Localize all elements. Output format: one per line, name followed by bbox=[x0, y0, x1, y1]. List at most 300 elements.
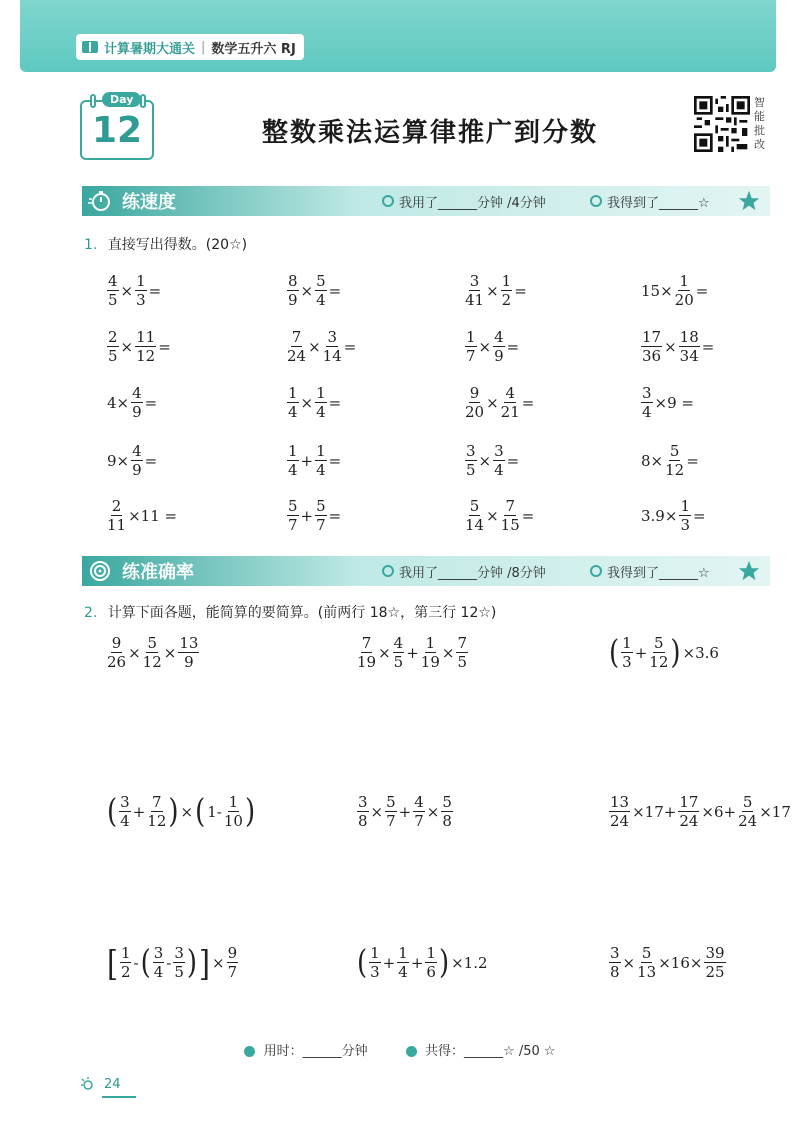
target-icon bbox=[88, 559, 112, 583]
q1-exercise-7 bbox=[464, 330, 520, 364]
numerator: 1 bbox=[398, 944, 408, 962]
clock-icon bbox=[244, 1046, 255, 1057]
fraction bbox=[227, 946, 239, 980]
fraction bbox=[107, 330, 119, 364]
denominator: 13 bbox=[637, 963, 657, 981]
question-2 bbox=[84, 602, 496, 622]
operator: × bbox=[120, 282, 134, 300]
operator: = bbox=[514, 282, 527, 300]
operator: = bbox=[158, 338, 171, 356]
denominator: 8 bbox=[442, 812, 452, 830]
denominator: 19 bbox=[420, 653, 440, 671]
operator: 9× bbox=[107, 452, 130, 470]
section-accuracy-time bbox=[382, 562, 546, 581]
q1-exercise-11 bbox=[464, 386, 535, 420]
numerator: 3 bbox=[358, 793, 368, 811]
section-speed-bar bbox=[82, 186, 770, 216]
numerator: 7 bbox=[152, 793, 162, 811]
timer-icon bbox=[382, 195, 394, 207]
q1-exercise-17 bbox=[106, 499, 178, 533]
operator: ×3.6 bbox=[682, 644, 719, 662]
denominator: 4 bbox=[316, 403, 326, 421]
fraction bbox=[679, 499, 691, 533]
numerator: 5 bbox=[288, 497, 298, 515]
numerator: 17 bbox=[642, 328, 662, 346]
q1-exercise-9 bbox=[106, 386, 158, 420]
question-1-text: 直接写出得数。(20☆) bbox=[107, 237, 248, 253]
numerator: 4 bbox=[505, 384, 515, 402]
check-circle-icon bbox=[590, 195, 602, 207]
denominator: 5 bbox=[393, 653, 404, 671]
operator: ×11 = bbox=[128, 507, 178, 525]
timer-icon bbox=[382, 565, 394, 577]
parenthesis: ( bbox=[140, 944, 151, 982]
denominator: 12 bbox=[142, 653, 162, 671]
denominator: 4 bbox=[153, 963, 164, 981]
denominator: 7 bbox=[316, 516, 326, 534]
operator: × bbox=[128, 644, 141, 662]
fraction bbox=[421, 636, 440, 670]
numerator: 1 bbox=[316, 384, 326, 402]
qr-code-icon[interactable] bbox=[694, 96, 750, 152]
section-accuracy-bar bbox=[82, 556, 770, 586]
denominator: 9 bbox=[132, 461, 142, 479]
operator: × bbox=[622, 954, 636, 972]
fraction bbox=[501, 386, 520, 420]
q1-exercise-13 bbox=[106, 444, 158, 478]
operator: = bbox=[692, 507, 706, 525]
operator: + bbox=[398, 803, 412, 821]
operator: + bbox=[132, 803, 146, 821]
fraction bbox=[315, 499, 327, 533]
fraction bbox=[621, 636, 633, 670]
q2-exercise-9 bbox=[608, 946, 727, 980]
fraction bbox=[357, 795, 369, 829]
parenthesis: ( bbox=[357, 944, 368, 982]
denominator: 4 bbox=[494, 461, 504, 479]
operator: = bbox=[521, 394, 535, 412]
q1-exercise-15 bbox=[464, 444, 520, 478]
section-accuracy-time-label: 我用了______分钟 /8分钟 bbox=[399, 565, 546, 581]
operator: × bbox=[478, 338, 492, 356]
parenthesis: ) bbox=[244, 793, 256, 831]
numerator: 13 bbox=[610, 793, 630, 811]
numerator: 1 bbox=[466, 328, 476, 346]
fraction bbox=[641, 330, 662, 364]
fraction bbox=[107, 499, 126, 533]
operator: × bbox=[426, 803, 440, 821]
q2-exercise-2 bbox=[356, 636, 469, 670]
operator: ×17 bbox=[759, 803, 791, 821]
numerator: 1 bbox=[501, 272, 512, 290]
operator: × bbox=[300, 282, 314, 300]
numerator: 7 bbox=[457, 634, 468, 652]
fraction bbox=[425, 946, 437, 980]
day-label: Day bbox=[102, 92, 141, 107]
numerator: 1 bbox=[680, 497, 690, 515]
fraction bbox=[173, 946, 185, 980]
question-2-text: 计算下面各题，能简算的要简算。(前两行 18☆，第三行 12☆) bbox=[107, 605, 497, 621]
numerator: 7 bbox=[505, 497, 515, 515]
numerator: 1 bbox=[288, 442, 298, 460]
header-subject: 数学五升六 RJ bbox=[211, 41, 296, 57]
operator: + bbox=[382, 954, 396, 972]
numerator: 4 bbox=[393, 634, 404, 652]
operator: = bbox=[328, 282, 342, 300]
parenthesis: ) bbox=[438, 944, 450, 982]
denominator: 4 bbox=[288, 461, 298, 479]
denominator: 3 bbox=[370, 963, 380, 981]
operator: 1- bbox=[207, 803, 222, 821]
footer-time-label: 用时：______分钟 bbox=[263, 1044, 368, 1059]
fraction bbox=[649, 636, 668, 670]
operator: × bbox=[180, 803, 194, 821]
q2-exercise-3 bbox=[608, 636, 720, 670]
numerator: 17 bbox=[679, 793, 699, 811]
numerator: 2 bbox=[111, 497, 122, 515]
parenthesis: ) bbox=[168, 793, 179, 831]
fraction bbox=[357, 636, 376, 670]
denominator: 36 bbox=[642, 347, 662, 365]
star-icon bbox=[738, 190, 760, 212]
numerator: 9 bbox=[111, 634, 122, 652]
operator: × bbox=[120, 338, 134, 356]
operator: = bbox=[343, 338, 357, 356]
section-accuracy-title: 练准确率 bbox=[122, 562, 194, 583]
fraction bbox=[465, 444, 477, 478]
denominator: 24 bbox=[738, 812, 758, 830]
fraction bbox=[135, 274, 147, 308]
denominator: 26 bbox=[107, 653, 127, 671]
denominator: 5 bbox=[108, 347, 118, 365]
operator: = bbox=[521, 507, 535, 525]
fraction bbox=[131, 386, 143, 420]
denominator: 4 bbox=[120, 812, 130, 830]
fraction bbox=[135, 330, 156, 364]
fraction bbox=[609, 795, 630, 829]
operator: = bbox=[328, 507, 342, 525]
denominator: 6 bbox=[426, 963, 436, 981]
section-accuracy-score-label: 我得到了______☆ bbox=[607, 565, 710, 581]
numerator: 3 bbox=[466, 442, 476, 460]
fraction bbox=[465, 499, 484, 533]
page-number-underline bbox=[102, 1096, 136, 1098]
operator: = bbox=[506, 338, 520, 356]
page-title: 整数乘法运算律推广到分数 bbox=[261, 118, 598, 148]
fraction bbox=[704, 946, 725, 980]
check-circle-icon bbox=[590, 565, 602, 577]
numerator: 1 bbox=[679, 272, 689, 290]
calendar-ring-icon bbox=[90, 94, 96, 108]
denominator: 7 bbox=[288, 516, 298, 534]
numerator: 5 bbox=[386, 793, 396, 811]
operator: × bbox=[664, 338, 677, 356]
numerator: 7 bbox=[291, 328, 302, 346]
operator: × bbox=[211, 954, 225, 972]
fraction bbox=[678, 795, 699, 829]
denominator: 25 bbox=[705, 963, 725, 981]
section-accuracy-score bbox=[590, 562, 710, 581]
numerator: 3 bbox=[327, 328, 337, 346]
q1-exercise-1 bbox=[106, 274, 162, 308]
header-brand: 计算暑期大通关 bbox=[104, 41, 196, 57]
numerator: 4 bbox=[414, 793, 424, 811]
fraction bbox=[456, 636, 468, 670]
denominator: 11 bbox=[107, 516, 127, 534]
fraction bbox=[315, 274, 327, 308]
operator: 8× bbox=[641, 452, 664, 470]
numerator: 13 bbox=[179, 634, 199, 652]
operator: - bbox=[166, 954, 172, 972]
fraction bbox=[385, 795, 397, 829]
parenthesis: ) bbox=[186, 944, 198, 982]
operator: ×9 = bbox=[654, 394, 694, 412]
numerator: 5 bbox=[742, 793, 753, 811]
denominator: 9 bbox=[132, 403, 142, 421]
denominator: 9 bbox=[494, 347, 504, 365]
denominator: 3 bbox=[622, 653, 632, 671]
fraction bbox=[131, 444, 143, 478]
bracket: [ bbox=[107, 942, 118, 984]
q1-exercise-5 bbox=[106, 330, 172, 364]
fraction bbox=[465, 274, 484, 308]
fraction bbox=[107, 274, 119, 308]
day-badge bbox=[80, 93, 154, 160]
numerator: 4 bbox=[108, 272, 118, 290]
fraction bbox=[501, 499, 520, 533]
denominator: 2 bbox=[120, 963, 131, 981]
denominator: 7 bbox=[414, 812, 424, 830]
fraction bbox=[369, 946, 381, 980]
numerator: 5 bbox=[316, 272, 326, 290]
numerator: 8 bbox=[288, 272, 298, 290]
denominator: 3 bbox=[136, 291, 146, 309]
numerator: 1 bbox=[288, 384, 298, 402]
fraction bbox=[679, 330, 700, 364]
denominator: 8 bbox=[610, 963, 620, 981]
fraction bbox=[637, 946, 656, 980]
operator: × bbox=[300, 394, 314, 412]
numerator: 3 bbox=[469, 272, 480, 290]
denominator: 4 bbox=[316, 461, 326, 479]
operator: + bbox=[406, 644, 419, 662]
operator: = bbox=[695, 282, 709, 300]
section-speed-time-label: 我用了______分钟 /4分钟 bbox=[399, 195, 546, 211]
q1-exercise-12 bbox=[640, 386, 695, 420]
fraction bbox=[147, 795, 166, 829]
page-number-text: 24 bbox=[104, 1076, 121, 1092]
numerator: 11 bbox=[136, 328, 156, 346]
section-speed-title: 练速度 bbox=[122, 192, 176, 213]
denominator: 9 bbox=[288, 291, 298, 309]
fraction bbox=[315, 386, 327, 420]
numerator: 1 bbox=[120, 944, 131, 962]
numerator: 5 bbox=[641, 944, 652, 962]
operator: × bbox=[163, 644, 177, 662]
star-icon bbox=[738, 560, 760, 582]
sun-icon bbox=[80, 1076, 100, 1092]
numerator: 1 bbox=[426, 944, 436, 962]
fraction bbox=[120, 946, 132, 980]
operator: ×1.2 bbox=[451, 954, 488, 972]
q2-exercise-1 bbox=[106, 636, 200, 670]
denominator: 7 bbox=[227, 963, 238, 981]
numerator: 5 bbox=[654, 634, 664, 652]
q1-exercise-14 bbox=[286, 444, 342, 478]
denominator: 7 bbox=[466, 347, 476, 365]
q2-exercise-7 bbox=[106, 942, 239, 984]
denominator: 7 bbox=[386, 812, 396, 830]
parenthesis: ( bbox=[107, 793, 118, 831]
operator: 15× bbox=[641, 282, 673, 300]
operator: 3.9× bbox=[641, 507, 678, 525]
numerator: 9 bbox=[469, 384, 480, 402]
fraction bbox=[287, 274, 299, 308]
operator: = bbox=[148, 282, 162, 300]
denominator: 34 bbox=[679, 347, 699, 365]
denominator: 10 bbox=[223, 812, 243, 830]
numerator: 3 bbox=[120, 793, 130, 811]
fraction bbox=[465, 330, 477, 364]
fraction bbox=[465, 386, 484, 420]
book-icon bbox=[82, 41, 98, 53]
numerator: 1 bbox=[228, 793, 239, 811]
denominator: 12 bbox=[665, 461, 685, 479]
star-icon bbox=[406, 1046, 417, 1057]
denominator: 12 bbox=[136, 347, 156, 365]
operator: = bbox=[701, 338, 715, 356]
numerator: 5 bbox=[442, 793, 452, 811]
fraction bbox=[665, 444, 684, 478]
question-1 bbox=[84, 234, 247, 254]
denominator: 4 bbox=[288, 403, 298, 421]
fraction bbox=[287, 330, 306, 364]
denominator: 5 bbox=[457, 653, 468, 671]
denominator: 5 bbox=[174, 963, 184, 981]
stopwatch-icon bbox=[88, 189, 112, 213]
fraction bbox=[493, 330, 505, 364]
operator: × bbox=[308, 338, 321, 356]
fraction bbox=[119, 795, 131, 829]
q2-exercise-6 bbox=[608, 795, 792, 829]
denominator: 3 bbox=[680, 516, 690, 534]
fraction bbox=[323, 330, 342, 364]
q1-exercise-2 bbox=[286, 274, 342, 308]
operator: - bbox=[133, 954, 139, 972]
footer bbox=[0, 1040, 800, 1059]
denominator: 2 bbox=[501, 291, 512, 309]
day-number: 12 bbox=[91, 110, 143, 151]
bracket: ] bbox=[199, 942, 210, 984]
denominator: 20 bbox=[465, 403, 485, 421]
fraction bbox=[413, 795, 425, 829]
q2-exercise-8 bbox=[356, 946, 489, 980]
operator: + bbox=[300, 452, 314, 470]
denominator: 24 bbox=[679, 812, 699, 830]
fraction bbox=[501, 274, 513, 308]
numerator: 1 bbox=[425, 634, 436, 652]
denominator: 12 bbox=[649, 653, 669, 671]
page-number bbox=[80, 1076, 121, 1092]
operator: ×16× bbox=[658, 954, 703, 972]
denominator: 19 bbox=[357, 653, 377, 671]
fraction bbox=[441, 795, 453, 829]
operator: = bbox=[144, 452, 158, 470]
numerator: 5 bbox=[147, 634, 157, 652]
q2-exercise-4 bbox=[106, 795, 256, 829]
operator: = bbox=[144, 394, 158, 412]
q1-exercise-10 bbox=[286, 386, 342, 420]
denominator: 12 bbox=[147, 812, 167, 830]
fraction bbox=[287, 386, 299, 420]
denominator: 5 bbox=[466, 461, 476, 479]
numerator: 7 bbox=[361, 634, 372, 652]
fraction bbox=[287, 444, 299, 478]
fraction bbox=[143, 636, 162, 670]
operator: = bbox=[328, 452, 342, 470]
numerator: 1 bbox=[622, 634, 632, 652]
numerator: 2 bbox=[108, 328, 118, 346]
denominator: 41 bbox=[465, 291, 485, 309]
numerator: 3 bbox=[174, 944, 184, 962]
denominator: 5 bbox=[108, 291, 118, 309]
qr-caption: 智能批改 bbox=[754, 96, 765, 151]
q1-exercise-18 bbox=[286, 499, 342, 533]
q2-exercise-5 bbox=[356, 795, 454, 829]
fraction bbox=[315, 444, 327, 478]
q1-exercise-8 bbox=[640, 330, 715, 364]
denominator: 4 bbox=[642, 403, 652, 421]
denominator: 21 bbox=[500, 403, 520, 421]
numerator: 1 bbox=[370, 944, 380, 962]
operator: × bbox=[378, 644, 391, 662]
operator: = bbox=[686, 452, 699, 470]
denominator: 24 bbox=[287, 347, 307, 365]
header-tab bbox=[76, 34, 304, 60]
q1-exercise-16 bbox=[640, 444, 700, 478]
footer-total-label: 共得：______☆ /50 ☆ bbox=[425, 1044, 556, 1059]
parenthesis: ( bbox=[195, 793, 206, 831]
q1-exercise-3 bbox=[464, 274, 528, 308]
section-speed-score-label: 我得到了______☆ bbox=[607, 195, 710, 211]
parenthesis: ) bbox=[670, 634, 681, 672]
denominator: 14 bbox=[322, 347, 342, 365]
fraction bbox=[641, 386, 653, 420]
numerator: 3 bbox=[642, 384, 652, 402]
fraction bbox=[153, 946, 165, 980]
operator: = bbox=[328, 394, 342, 412]
numerator: 39 bbox=[705, 944, 725, 962]
section-speed-score bbox=[590, 192, 710, 211]
operator: × bbox=[486, 282, 499, 300]
fraction bbox=[675, 274, 694, 308]
operator: × bbox=[370, 803, 384, 821]
numerator: 1 bbox=[316, 442, 326, 460]
denominator: 4 bbox=[316, 291, 326, 309]
denominator: 9 bbox=[184, 653, 194, 671]
numerator: 4 bbox=[494, 328, 504, 346]
q1-exercise-4 bbox=[640, 274, 709, 308]
calendar-ring-icon bbox=[140, 94, 146, 108]
numerator: 18 bbox=[679, 328, 699, 346]
fraction bbox=[178, 636, 199, 670]
fraction bbox=[609, 946, 621, 980]
question-2-number: 2. bbox=[84, 605, 98, 621]
fraction bbox=[738, 795, 757, 829]
parenthesis: ( bbox=[609, 634, 620, 672]
denominator: 20 bbox=[674, 291, 694, 309]
fraction bbox=[224, 795, 243, 829]
